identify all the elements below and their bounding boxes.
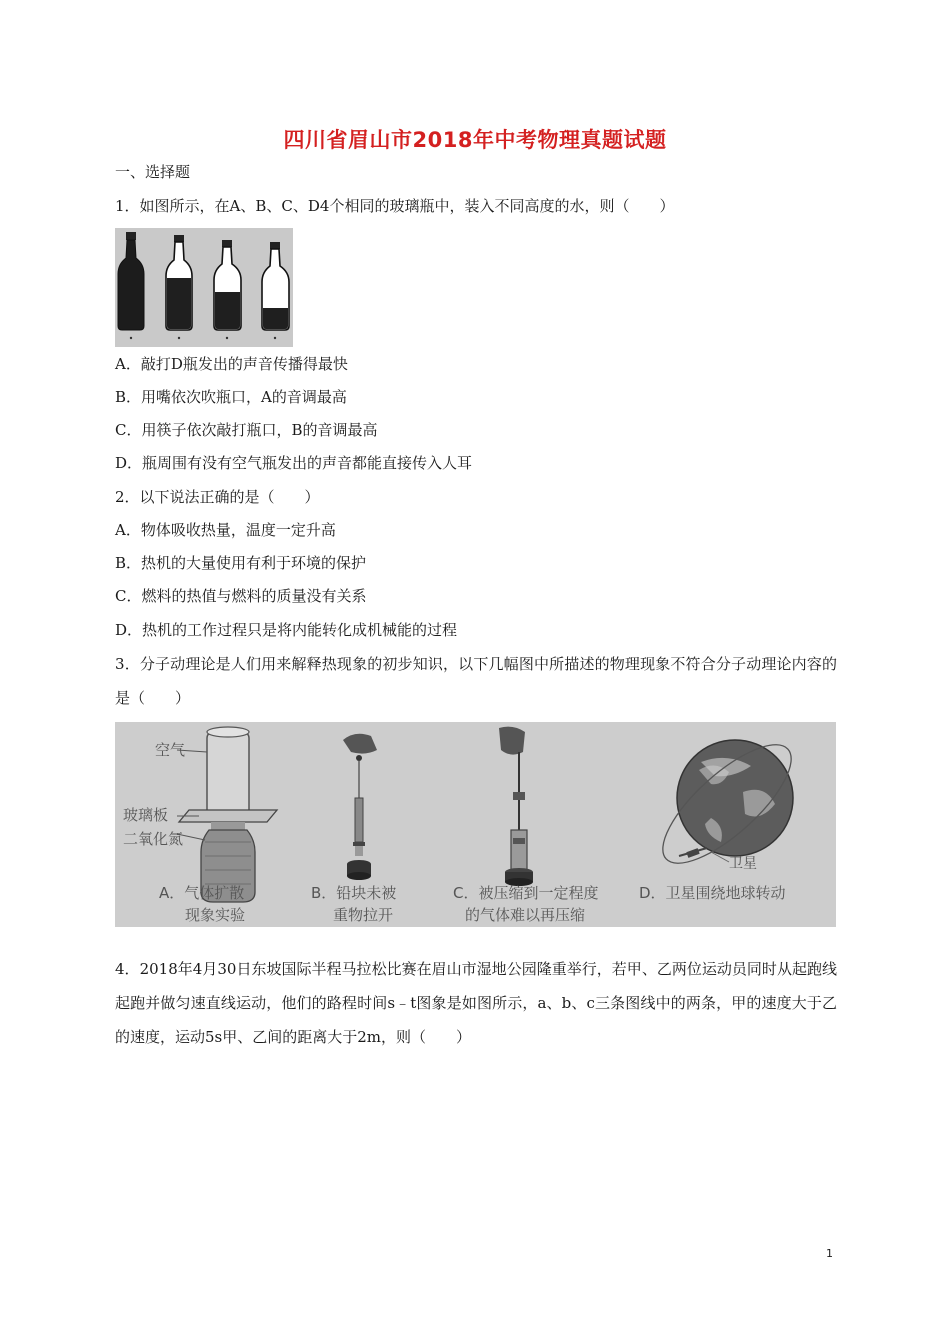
question-2-option-d: D．热机的工作过程只是将内能转化成机械能的过程 [115, 621, 458, 639]
page-number: 1 [826, 1247, 833, 1260]
question-3-stem: 3．分子动理论是人们用来解释热现象的初步知识，以下几幅图中所描述的物理现象不符合分子动理论内容的是（ ） [115, 655, 837, 707]
molecular-theory-figure [115, 722, 836, 927]
question-2-option-c: C．燃料的热值与燃料的质量没有关系 [115, 587, 367, 605]
bottles-illustration [115, 228, 293, 347]
label-nitrogen-dioxide: 二氧化氮 [123, 830, 184, 848]
question-2-stem: 2．以下说法正确的是（ ） [115, 488, 320, 506]
document-title: 四川省眉山市2018年中考物理真题试题 [283, 128, 667, 152]
question-2-option-b: B．热机的大量使用有利于环境的保护 [115, 554, 367, 572]
question-1-stem: 1．如图所示，在A、B、C、D4个相同的玻璃瓶中，装入不同高度的水，则（ ） [115, 197, 675, 215]
section-heading: 一、选择题 [115, 163, 191, 181]
label-air: 空气 [155, 741, 186, 759]
caption-b-line1: B．铅块未被 [311, 884, 397, 902]
question-4-stem: 4．2018年4月30日东坡国际半程马拉松比赛在眉山市湿地公园隆重举行，若甲、乙两位运动员同时从起跑线起跑并做匀速直线运动，他们的路程时间s﹣t图象是如图所示，a、b、c三条图线中的两条，甲的速度大于乙的速度，运动5s甲、乙间的距离大于2m，则（ ） [115, 960, 837, 1046]
question-1-option-b: B．用嘴依次吹瓶口，A的音调最高 [115, 388, 347, 406]
molecular-theory-illustration [115, 722, 836, 927]
question-1-option-a: A．敲打D瓶发出的声音传播得最快 [115, 355, 348, 373]
caption-c-line2: 的气体难以再压缩 [465, 906, 586, 924]
caption-c-line1: C．被压缩到一定程度 [453, 884, 599, 902]
question-1-option-d: D．瓶周围有没有空气瓶发出的声音都能直接传入人耳 [115, 454, 473, 472]
question-2-option-a: A．物体吸收热量，温度一定升高 [115, 521, 336, 539]
bottles-figure [115, 228, 293, 347]
label-glass-plate: 玻璃板 [123, 806, 169, 824]
caption-b-line2: 重物拉开 [333, 906, 394, 924]
question-1-option-c: C．用筷子依次敲打瓶口，B的音调最高 [115, 421, 378, 439]
label-satellite: 卫星 [729, 856, 757, 872]
caption-a-line2: 现象实验 [185, 906, 246, 924]
caption-d-line1: D．卫星围绕地球转动 [639, 884, 786, 902]
caption-a-line1: A．气体扩散 [159, 884, 245, 902]
